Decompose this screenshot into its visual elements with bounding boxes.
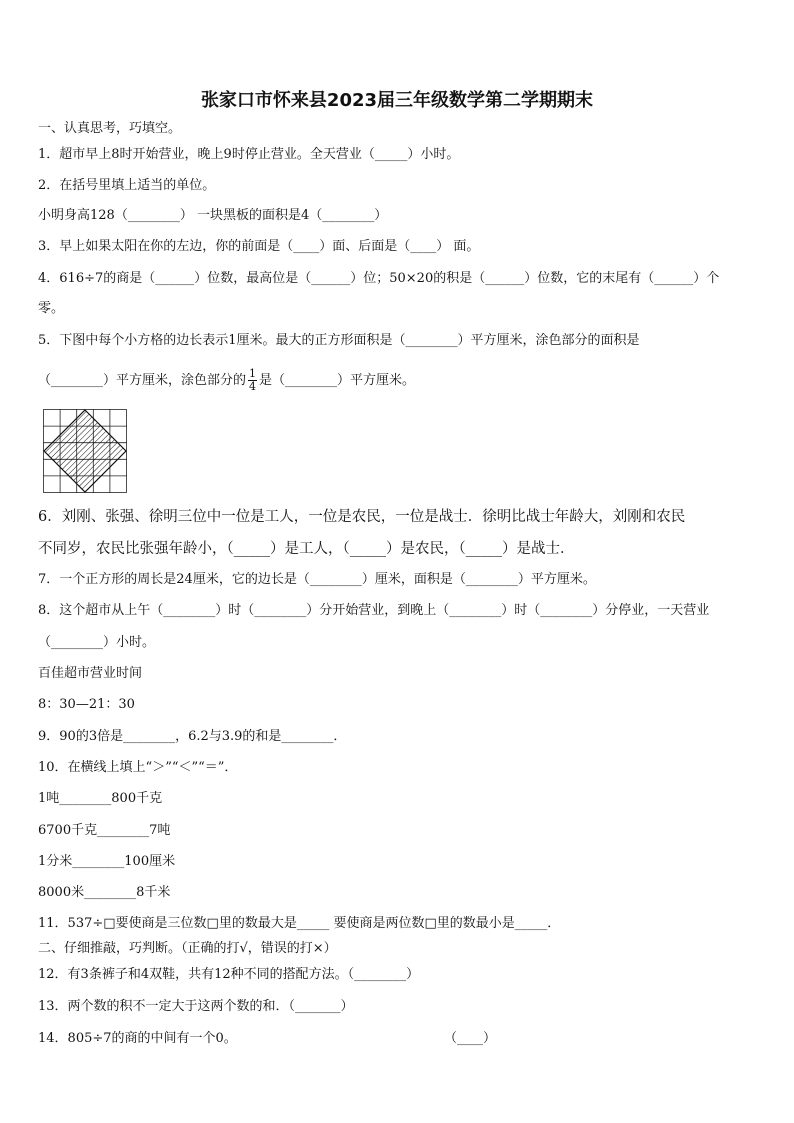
fraction-denominator: 4 [249,380,257,393]
question-7: 7．一个正方形的周长是24厘米，它的边长是（________）厘米，面积是（________）平方厘米。 [38,572,596,587]
question-12: 12．有3条裤子和4双鞋，共有12种不同的搭配方法。（________） [38,967,420,982]
question-2: 2．在括号里填上适当的单位。 [38,178,216,193]
question-10-item-2: 6700千克________7吨 [38,823,171,838]
question-6-line-1: 6．刘刚、张强、徐明三位中一位是工人，一位是农民，一位是战士．徐明比战士年龄大，刘刚和农民 [38,509,686,525]
question-8-line-1: 8．这个超市从上午（________）时（________）分开始营业，到晚上（________）时（________）分停业，一天营业 [38,603,710,618]
question-1: 1．超市早上8时开始营业，晚上9时停止营业。全天营业（_____）小时。 [38,147,460,162]
question-9: 9．90的3倍是________，6.2与3.9的和是________． [38,729,347,744]
question-10-item-4: 8000米________8千米 [38,885,171,900]
question-10-item-3: 1分米________100厘米 [38,854,176,869]
question-10: 10．在横线上填上“＞”“＜”“＝”． [38,760,238,775]
question-14: 14．805÷7的商的中间有一个0。 [38,1031,237,1046]
question-2-line: 小明身高128（________） 一块黑板的面积是4（________） [38,208,388,223]
question-4-line-2: 零。 [38,301,65,316]
grid-diagram [43,409,127,493]
question-5-line-1: 5．下图中每个小方格的边长表示1厘米。最大的正方形面积是（________）平方厘米，涂色部分的面积是 [38,333,640,348]
question-5-text-a: （________）平方厘米，涂色部分的 [38,373,247,388]
question-14-blank: （____） [444,1031,497,1046]
shaded-square [44,410,126,492]
fraction-numerator: 1 [249,367,257,380]
question-4-line-1: 4．616÷7的商是（______）位数，最高位是（______）位；50×20的积是（______）位数，它的末尾有（______）个 [38,271,720,286]
grid-figure [43,409,127,493]
question-6-line-2: 不同岁，农民比张强年龄小，（_____）是工人，（_____）是农民，（_____）是战士． [38,541,575,557]
section-heading-2: 二、仔细推敲，巧判断。（正确的打√，错误的打×） [38,941,337,956]
question-8-sign-title: 百佳超市营业时间 [38,666,143,681]
question-10-item-1: 1吨________800千克 [38,791,163,806]
section-heading-1: 一、认真思考，巧填空。 [38,121,182,136]
page-title: 张家口市怀来县2023届三年级数学第二学期期末 [200,90,594,111]
question-5-line-2 [38,368,415,393]
question-5-text-b: 是（________）平方厘米。 [259,373,416,388]
question-13: 13．两个数的积不一定大于这两个数的和．（_______） [38,999,354,1014]
fraction-one-quarter [248,368,257,393]
question-8-line-2: （________）小时。 [38,635,156,650]
question-3: 3．早上如果太阳在你的左边，你的前面是（____）面、后面是（____） 面。 [38,239,480,254]
question-11: 11．537÷□要使商是三位数□里的数最大是_____ 要使商是两位数□里的数最小是_____． [38,916,561,931]
question-8-sign-hours: 8：30—21：30 [38,697,135,712]
